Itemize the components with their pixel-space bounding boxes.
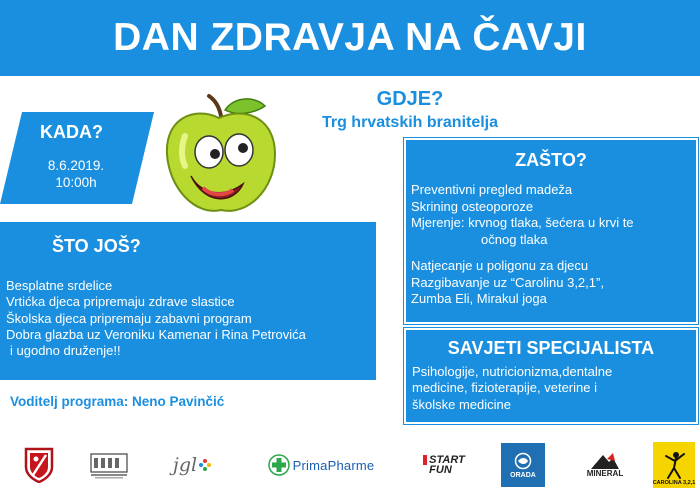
- pharmacy-cross-icon: [268, 454, 290, 476]
- jgl-logo: [168, 440, 216, 490]
- orada-wordmark: ORADA: [510, 471, 536, 479]
- header-banner: [0, 0, 700, 76]
- why-item: Razgibavanje uz “Carolinu 3,2,1”,: [411, 274, 604, 290]
- page-title: DAN ZDRAVJA NA ČAVJI: [113, 16, 587, 59]
- mineral-mountain-icon: [591, 453, 619, 469]
- what-else-box: [0, 222, 376, 380]
- orada-fish-icon: [514, 452, 532, 470]
- host-label: Voditelj programa: Neno Pavinčić: [10, 394, 225, 409]
- when-datetime: [36, 157, 116, 191]
- what-else-item: Besplatne srdelice: [6, 278, 113, 293]
- what-else-item: i ugodno druženje!!: [10, 343, 121, 359]
- why-item: Preventivni pregled madeža: [411, 182, 573, 197]
- specialist-advice-title: SAVJETI SPECIJALISTA: [447, 338, 655, 358]
- why-spacer: [411, 248, 634, 258]
- primapharme-wordmark: PrimaPharme: [292, 457, 375, 473]
- startfun-logo: [414, 440, 474, 490]
- mineral-logo: [580, 440, 630, 490]
- when-date: 8.6.2019.: [47, 158, 105, 173]
- what-else-item: Školska djeca pripremaju zabavni program: [6, 310, 252, 326]
- specialist-advice-list: [412, 364, 612, 413]
- where-section: [260, 88, 560, 132]
- orada-logo: [500, 440, 546, 490]
- when-time: 10:00h: [55, 175, 97, 190]
- why-item: Zumba Eli, Mirakul joga: [411, 291, 547, 306]
- apple-illustration: [155, 92, 285, 220]
- why-list: [411, 182, 634, 308]
- building-logo: [86, 440, 132, 490]
- specialist-advice-item: medicine, fizioterapije, veterine i: [412, 380, 597, 396]
- startfun-word-fun: FUN: [429, 464, 452, 476]
- jgl-dots-icon: [199, 459, 211, 471]
- carolina-dancer-icon: [660, 450, 688, 480]
- jgl-wordmark: jgl: [172, 454, 198, 476]
- carolina-wordmark: CAROLINA 3,2,1: [652, 480, 696, 486]
- why-item: Natjecanje u poligonu za djecu: [411, 258, 589, 273]
- where-value: Trg hrvatskih branitelja: [321, 114, 499, 131]
- what-else-list: [6, 278, 306, 359]
- specialist-advice-box: [404, 328, 698, 424]
- what-else-item: Vrtićka djeca pripremaju zdrave slastice: [6, 294, 235, 310]
- why-item: očnog tlaka: [481, 231, 548, 247]
- apple-mascot: [155, 92, 285, 220]
- sponsor-logos: [0, 440, 700, 494]
- startfun-word-start: START: [423, 455, 465, 465]
- when-box: [0, 112, 154, 204]
- why-title: ZAŠTO?: [515, 150, 587, 170]
- primapharme-logo: [262, 440, 380, 490]
- where-title: GDJE?: [376, 88, 444, 110]
- carolina-logo: [652, 440, 696, 490]
- why-box: [404, 138, 698, 324]
- mineral-wordmark: MINERAL: [586, 468, 624, 478]
- coat-of-arms-logo: [20, 440, 58, 490]
- what-else-item: Dobra glazba uz Veroniku Kamenar i Rina Petrovića: [6, 326, 306, 342]
- specialist-advice-item: školske medicine: [412, 396, 511, 412]
- specialist-advice-item: Psihologije, nutricionizma,dentalne: [412, 364, 613, 379]
- what-else-title: ŠTO JOŠ?: [52, 236, 141, 256]
- why-item: Mjerenje: krvnog tlaka, šećera u krvi te: [411, 215, 634, 230]
- why-item: Skrining osteoporoze: [411, 198, 534, 214]
- when-title: KADA?: [40, 122, 103, 142]
